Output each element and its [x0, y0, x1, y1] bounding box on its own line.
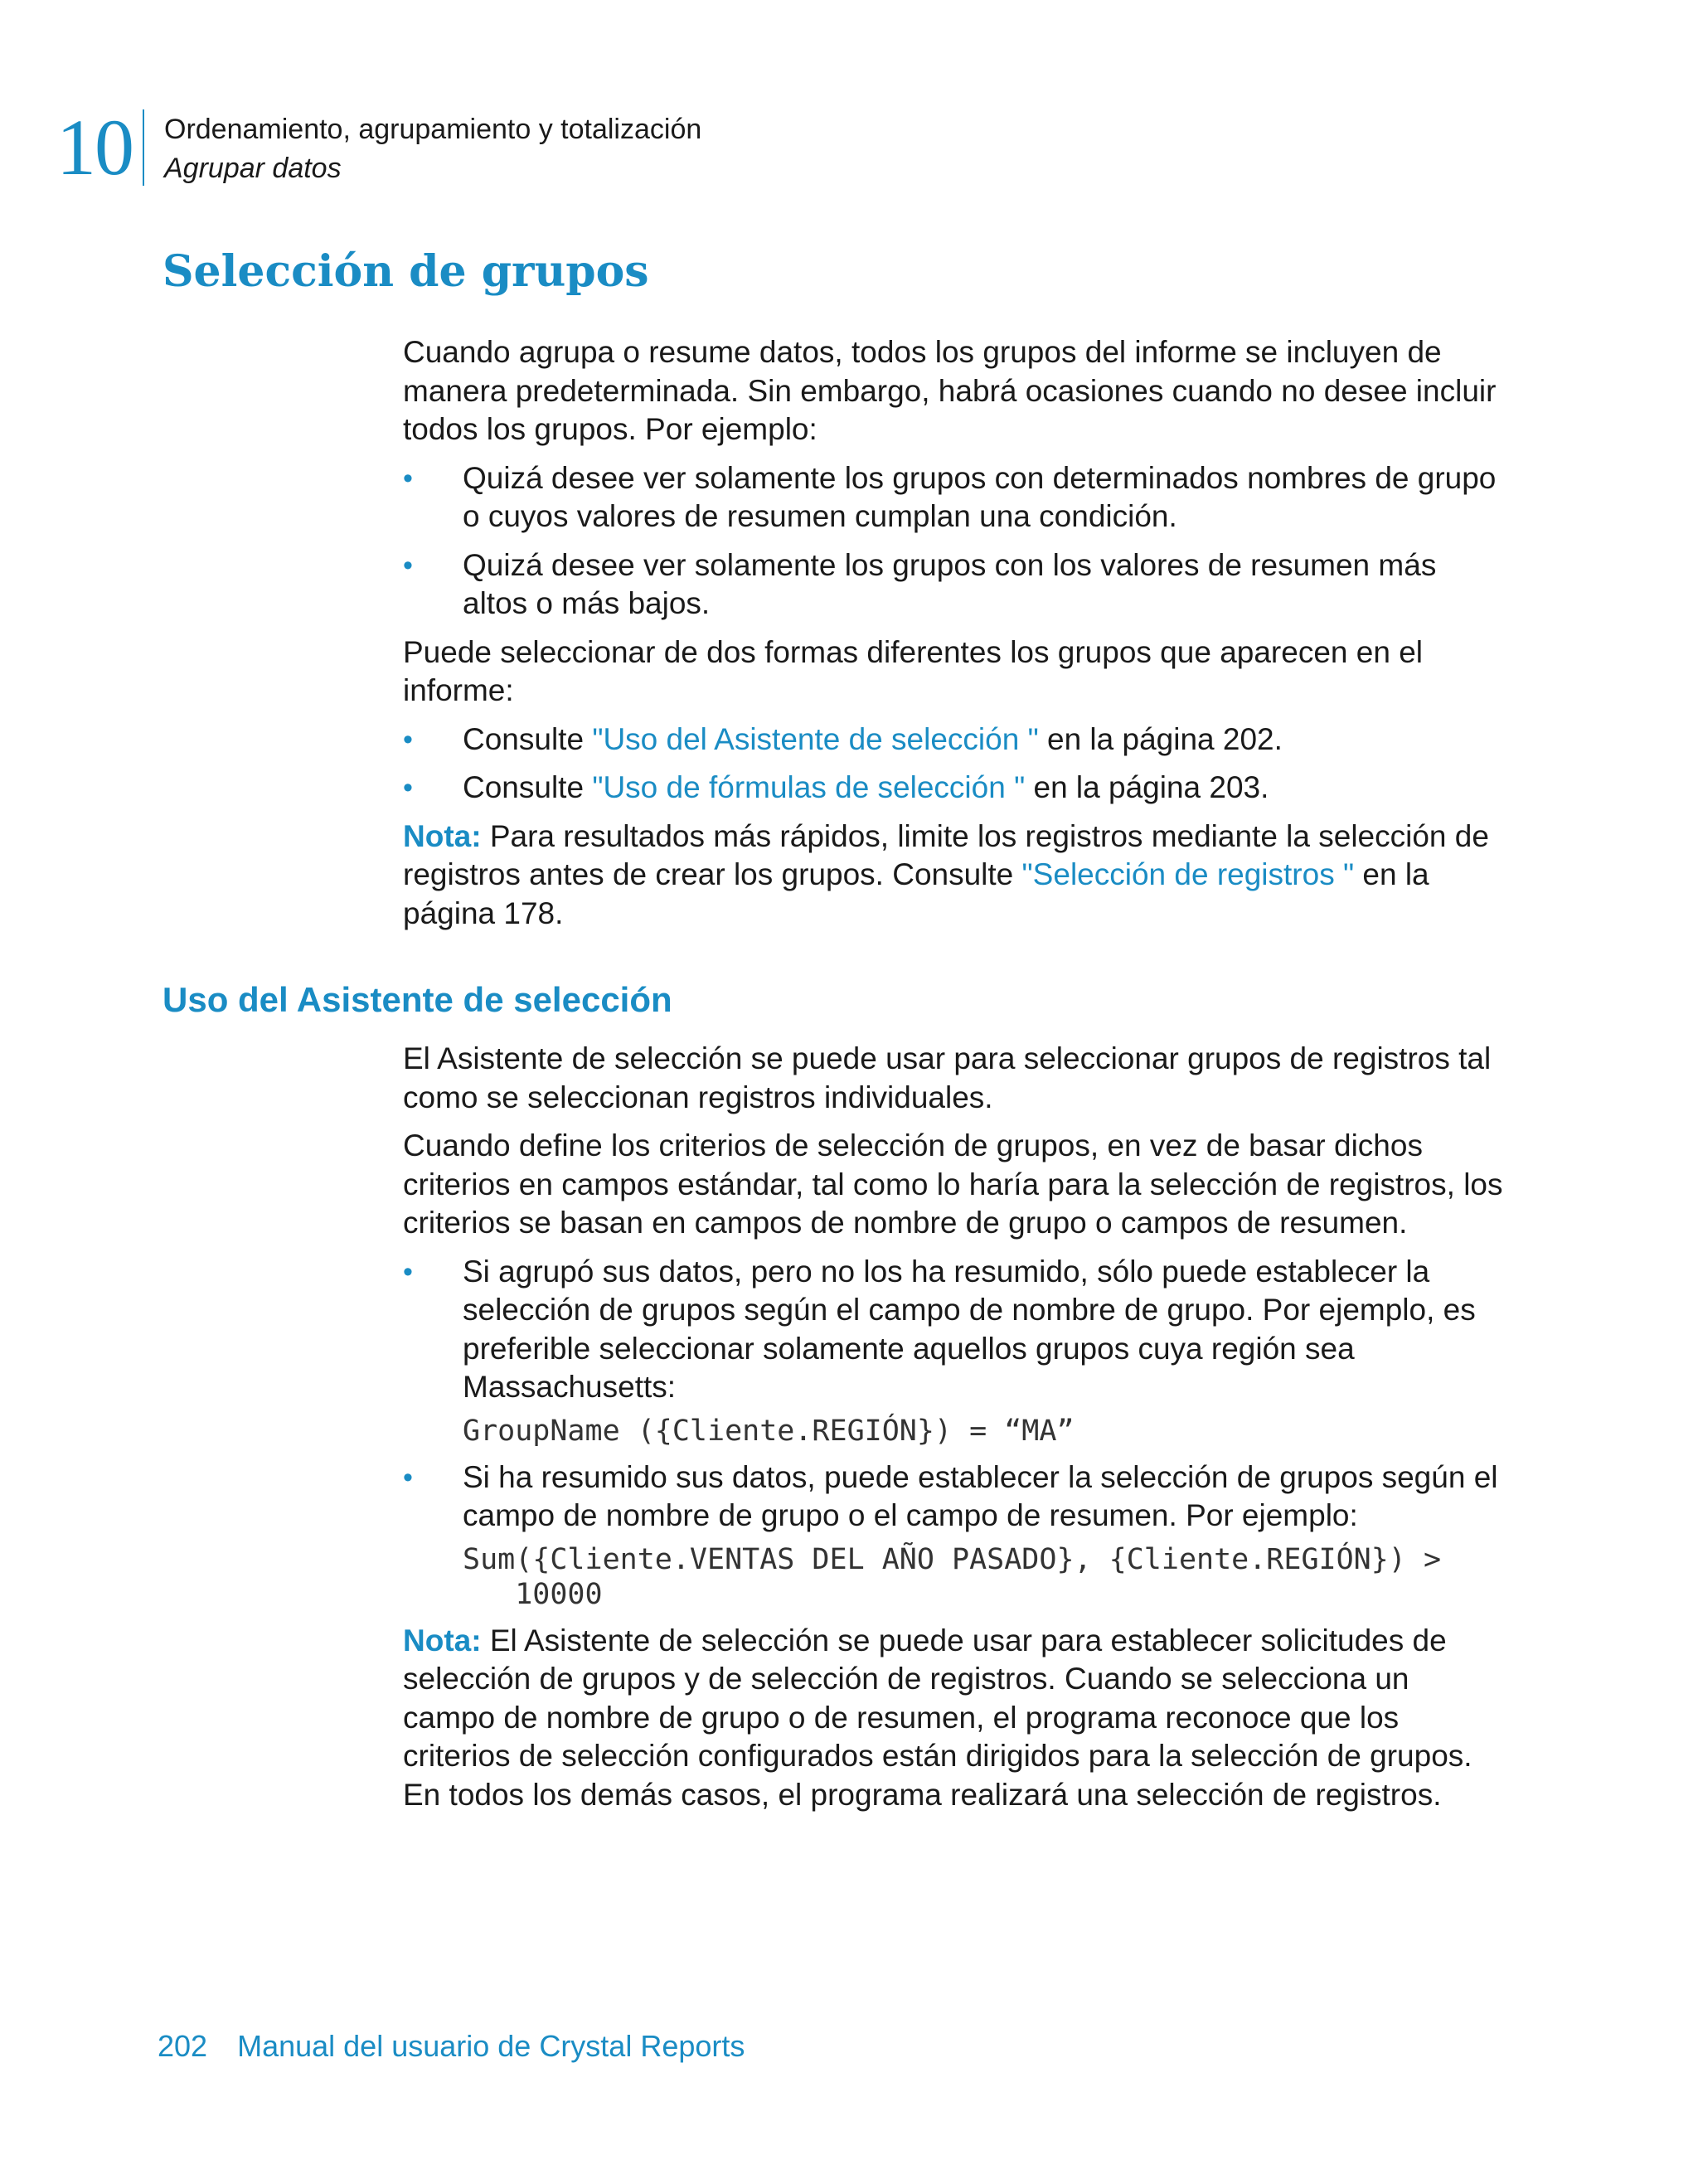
ref-prefix: Consulte — [463, 721, 593, 756]
examples-list — [403, 459, 1506, 624]
section-heading-group-selection: Selección de grupos — [163, 246, 649, 297]
list-item — [403, 459, 1506, 536]
bullet-icon: • — [403, 462, 413, 494]
bullet-icon: • — [403, 723, 413, 755]
code-example-groupname: GroupName ({Cliente.REGIÓN}) = “MA” — [463, 1414, 1075, 1448]
section-heading-selection-expert: Uso del Asistente de selección — [163, 980, 672, 1019]
cases-list — [403, 1253, 1506, 1612]
chapter-number: 10 — [56, 103, 133, 192]
bullet-icon: • — [403, 1461, 413, 1493]
intro-paragraph: Cuando agrupa o resume datos, todos los grupos del informe se incluyen de manera predeterminada. Sin embargo, habrá ocasiones cuando no desee incluir todos los grupos. Por ejemplo: — [403, 335, 1497, 446]
link-selection-expert[interactable]: "Uso del Asistente de selección " — [592, 721, 1039, 756]
note-paragraph — [403, 1622, 1506, 1815]
list-item-text: Quizá desee ver solamente los grupos con determinados nombres de grupo o cuyos valores de resumen cumplan una condición. — [463, 460, 1497, 533]
list-item — [403, 1458, 1506, 1612]
manual-title: Manual del usuario de Crystal Reports — [237, 2029, 745, 2063]
link-selection-formulas[interactable]: "Uso de fórmulas de selección " — [592, 770, 1026, 804]
header-divider — [143, 109, 144, 186]
link-record-selection[interactable]: "Selección de registros " — [1021, 857, 1355, 891]
code-example-sum: Sum({Cliente.VENTAS DEL AÑO PASADO}, {Cliente.REGIÓN}) > 10000 — [463, 1542, 1442, 1611]
list-item-text: Si agrupó sus datos, pero no los ha resumido, sólo puede establecer la selección de grupos según el campo de nombre de grupo. Por ejemplo, es preferible seleccionar solamente aquellos grupos cuya región sea Massachusetts: — [463, 1254, 1476, 1404]
page-footer — [158, 2028, 745, 2065]
section1-body — [403, 333, 1506, 943]
note-text: El Asistente de selección se puede usar para establecer solicitudes de selección de grupos y de selección de registros. Cuando se selecciona un campo de nombre de grupo o de resumen, el programa reconoce que los criterios de selección configurados están dirigidos para la selección de grupos. En todos los demás casos, el programa realizará una selección de registros. — [403, 1623, 1472, 1812]
list-item-text: Quizá desee ver solamente los grupos con los valores de resumen más altos o más bajos. — [463, 547, 1437, 620]
ref-suffix: en la página 202. — [1038, 721, 1283, 756]
references-list — [403, 721, 1506, 808]
note-label: Nota: — [403, 1623, 482, 1657]
bullet-icon: • — [403, 549, 413, 581]
section2-body — [403, 1040, 1506, 1824]
page-number: 202 — [158, 2029, 208, 2063]
note-paragraph — [403, 818, 1506, 934]
note-suffix: en la página 178. — [403, 857, 1429, 930]
note-text: Para resultados más rápidos, limite los registros mediante la selección de registros antes de crear los grupos. Consulte — [403, 818, 1489, 891]
bullet-icon: • — [403, 1255, 413, 1288]
bullet-icon: • — [403, 772, 413, 803]
section-subtitle: Agrupar datos — [164, 153, 342, 184]
list-item — [403, 546, 1506, 624]
note-label: Nota: — [403, 818, 482, 853]
ways-paragraph: Puede seleccionar de dos formas diferentes los grupos que aparecen en el informe: — [403, 634, 1423, 707]
paragraph: Cuando define los criterios de selección de grupos, en vez de basar dichos criterios en campos estándar, tal como lo haría para la selección de registros, los criterios se basan en campos de nombre de grupo o campos de resumen. — [403, 1128, 1503, 1240]
list-item-text: Si ha resumido sus datos, puede establecer la selección de grupos según el campo de nombre de grupo o el campo de resumen. Por ejemplo: — [463, 1459, 1498, 1532]
list-item — [403, 1253, 1506, 1449]
ref-prefix: Consulte — [463, 770, 593, 804]
chapter-title: Ordenamiento, agrupamiento y totalización — [164, 114, 702, 145]
list-item — [403, 721, 1506, 760]
ref-suffix: en la página 203. — [1025, 770, 1269, 804]
list-item — [403, 769, 1506, 808]
paragraph: El Asistente de selección se puede usar para seleccionar grupos de registros tal como se seleccionan registros individuales. — [403, 1041, 1492, 1114]
